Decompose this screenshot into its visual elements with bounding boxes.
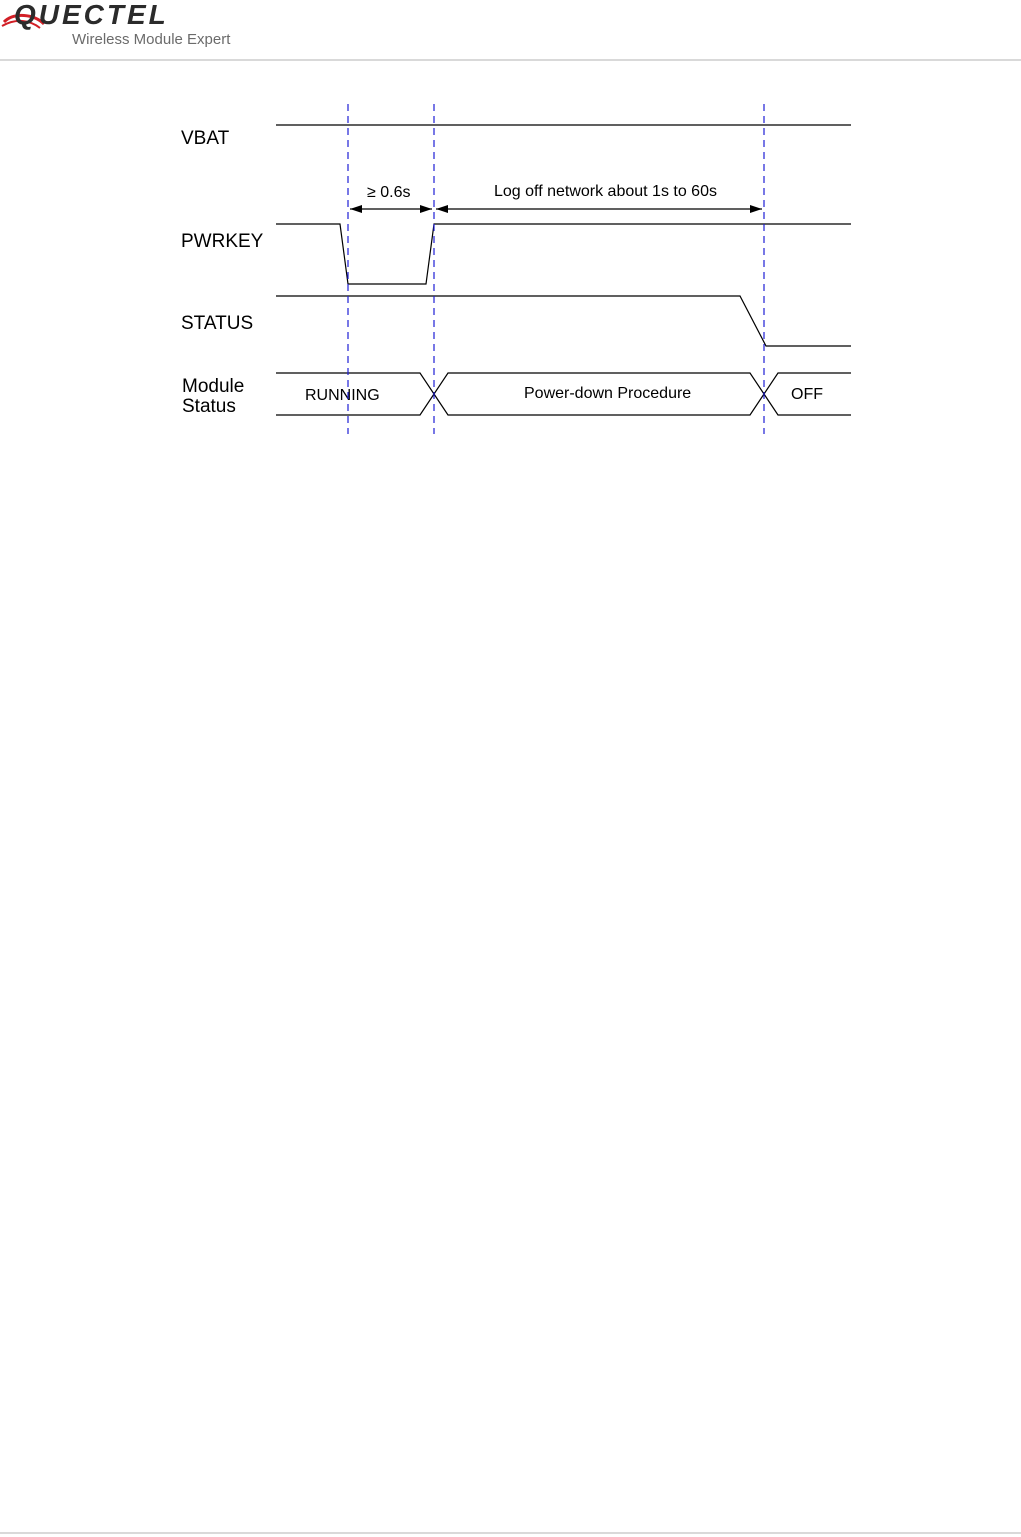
power-off-timing-diagram bbox=[0, 0, 1021, 460]
pwrkey-waveform bbox=[276, 224, 851, 284]
signal-label-module-status-line1: Module bbox=[182, 376, 245, 397]
state-power-down-procedure: Power-down Procedure bbox=[524, 385, 692, 402]
state-running: RUNNING bbox=[305, 387, 380, 404]
press-duration-label: ≥ 0.6s bbox=[367, 184, 411, 201]
logo-wordmark: QUECTEL bbox=[14, 0, 169, 30]
signal-label-pwrkey: PWRKEY bbox=[181, 231, 264, 252]
signal-label-vbat: VBAT bbox=[181, 128, 230, 149]
footer-divider bbox=[0, 1532, 1021, 1534]
logoff-duration-arrow bbox=[436, 205, 762, 213]
logo-tagline: Wireless Module Expert bbox=[72, 31, 231, 48]
logoff-duration-label: Log off network about 1s to 60s bbox=[494, 183, 717, 200]
signal-label-module-status-line2: Status bbox=[182, 396, 236, 417]
press-duration-arrow bbox=[350, 205, 432, 213]
state-off: OFF bbox=[791, 386, 823, 403]
signal-label-status: STATUS bbox=[181, 313, 254, 334]
status-waveform bbox=[276, 296, 851, 346]
